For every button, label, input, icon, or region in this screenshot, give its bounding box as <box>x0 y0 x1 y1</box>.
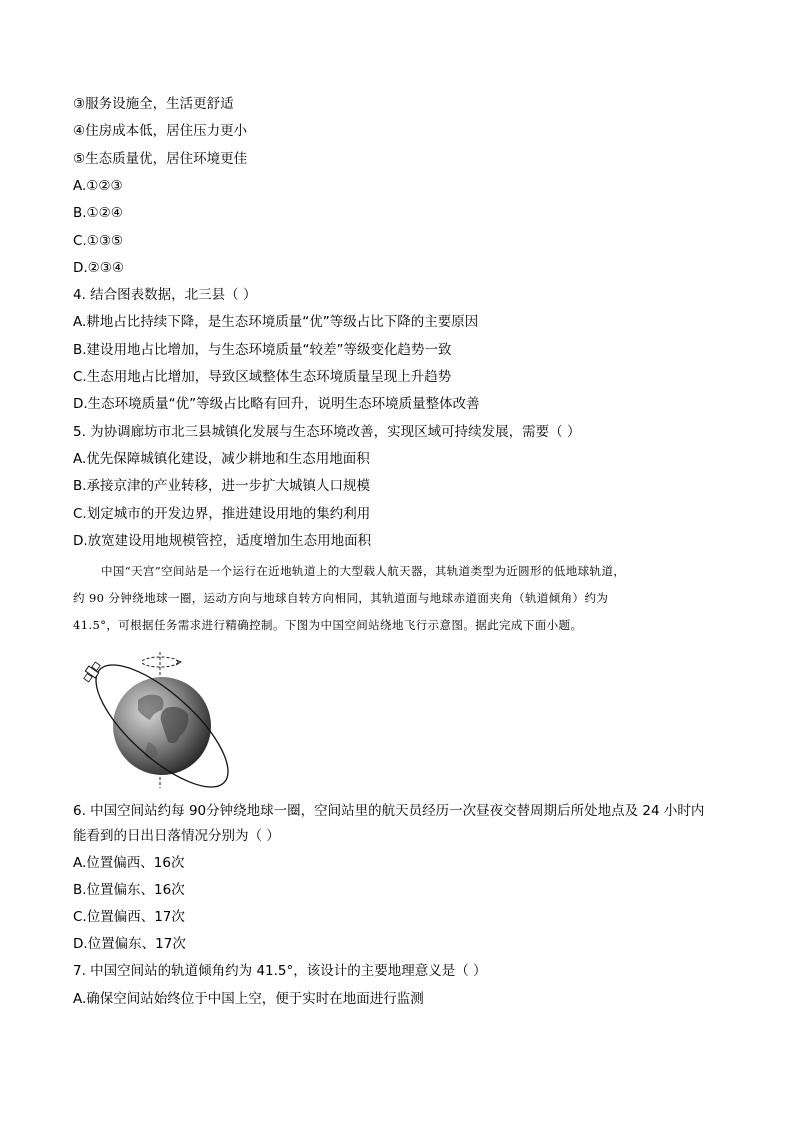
question-4-stem: 4. 结合图表数据，北三县（ ） <box>73 287 257 303</box>
passage-line-3: 41.5°，可根据任务需求进行精确控制。下图为中国空间站绕地飞行示意图。据此完成下面小题。 <box>73 618 583 632</box>
earth-globe <box>113 677 211 775</box>
q3-choice-a: A.①②③ <box>73 178 123 194</box>
q5-choice-d: D.放宽建设用地规模管控，适度增加生态用地面积 <box>73 533 372 549</box>
q7-choice-a: A.确保空间站始终位于中国上空，便于实时在地面进行监测 <box>73 991 424 1007</box>
q5-choice-b: B.承接京津的产业转移，进一步扩大城镇人口规模 <box>73 478 371 494</box>
q5-choice-a: A.优先保障城镇化建设，减少耕地和生态用地面积 <box>73 451 370 467</box>
option-item-4: ④住房成本低，居住压力更小 <box>73 123 248 139</box>
passage-line-1: 中国“天宫”空间站是一个运行在近地轨道上的大型载人航天器，其轨道类型为近圆形的低地球轨道， <box>101 564 626 578</box>
q3-choice-d: D.②③④ <box>73 260 124 276</box>
q6-choice-a: A.位置偏西、16次 <box>73 855 185 871</box>
q4-choice-a: A.耕地占比持续下降，是生态环境质量“优”等级占比下降的主要原因 <box>73 314 479 330</box>
question-7-stem: 7. 中国空间站的轨道倾角约为 41.5°，该设计的主要地理意义是（ ） <box>73 963 487 979</box>
q5-choice-c: C.划定城市的开发边界，推进建设用地的集约利用 <box>73 506 371 522</box>
q4-choice-c: C.生态用地占比增加，导致区域整体生态环境质量呈现上升趋势 <box>73 369 452 385</box>
space-station-orbit-figure <box>78 650 243 790</box>
question-6-stem-line-1: 6. 中国空间站约每 90分钟绕地球一圈，空间站里的航天员经历一次昼夜交替周期后所处地点及 24 小时内 <box>73 803 705 819</box>
q3-choice-c: C.①③⑤ <box>73 233 124 249</box>
passage-line-2: 约 90 分钟绕地球一圈，运动方向与地球自转方向相同，其轨道面与地球赤道面夹角（轨道倾角）约为 <box>73 591 609 605</box>
q3-choice-b: B.①②④ <box>73 205 123 221</box>
option-item-5: ⑤生态质量优，居住环境更佳 <box>73 151 248 167</box>
q6-choice-b: B.位置偏东、16次 <box>73 882 185 898</box>
q6-choice-d: D.位置偏东、17次 <box>73 936 186 952</box>
passage <box>73 558 721 639</box>
option-item-3: ③服务设施全，生活更舒适 <box>73 96 234 112</box>
q4-choice-d: D.生态环境质量“优”等级占比略有回升，说明生态环境质量整体改善 <box>73 396 480 412</box>
q4-choice-b: B.建设用地占比增加，与生态环境质量“较差”等级变化趋势一致 <box>73 342 452 358</box>
space-station-icon <box>81 660 102 683</box>
q6-choice-c: C.位置偏西、17次 <box>73 909 185 925</box>
question-6-stem-line-2: 能看到的日出日落情况分别为（ ） <box>73 828 280 844</box>
question-5-stem: 5. 为协调廊坊市北三县城镇化发展与生态环境改善，实现区域可持续发展，需要（ ） <box>73 424 581 440</box>
